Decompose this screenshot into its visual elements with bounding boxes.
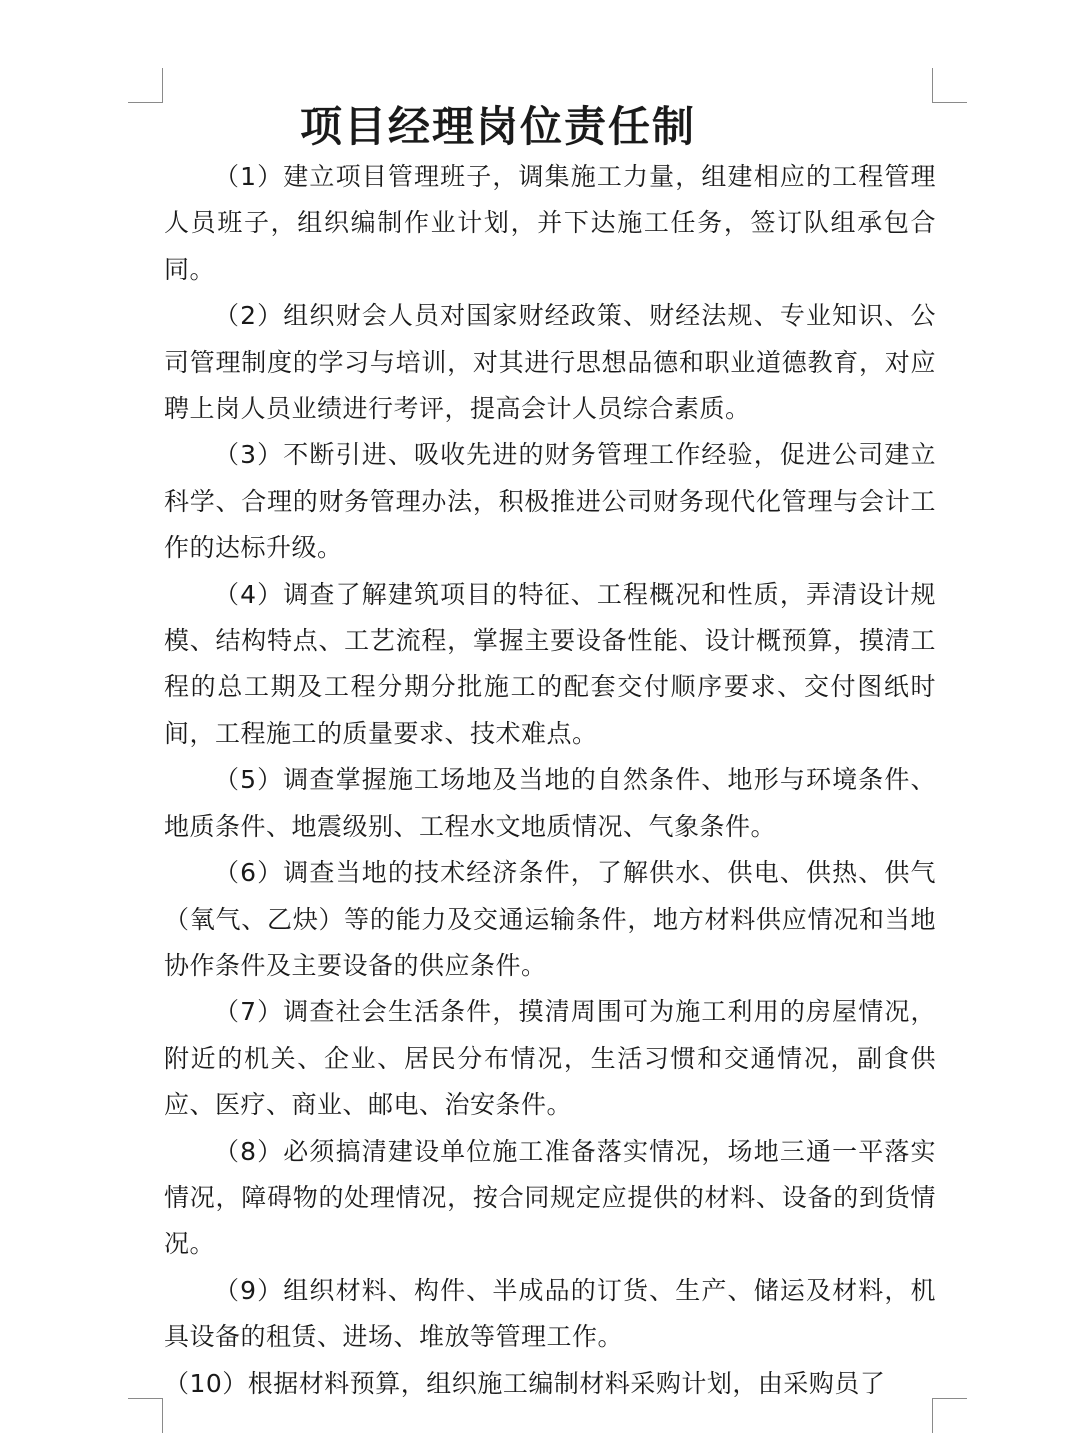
paragraph-9: （9）组织材料、构件、半成品的订货、生产、储运及材料，机具设备的租赁、进场、堆放等管理工作。: [164, 1275, 936, 1352]
paragraph-10: （10）根据材料预算，组织施工编制材料采购计划，由采购员了: [164, 1368, 886, 1398]
paragraph-1: （1）建立项目管理班子，调集施工力量，组建相应的工程管理人员班子，组织编制作业计划，并下达施工任务，签订队组承包合同。: [164, 162, 936, 284]
paragraph-8: （8）必须搞清建设单位施工准备落实情况，场地三通一平落实情况，障碍物的处理情况，按合同规定应提供的材料、设备的到货情况。: [164, 1136, 936, 1259]
paragraph-7: （7）调查社会生活条件，摸清周围可为施工利用的房屋情况，附近的机关、企业、居民分布情况，生活习惯和交通情况，副食供应、医疗、商业、邮电、治安条件。: [164, 997, 936, 1120]
document-title: 项目经理岗位责任制: [299, 102, 696, 151]
paragraph-5: （5）调查掌握施工场地及当地的自然条件、地形与环境条件、地质条件、地震级别、工程水文地质情况、气象条件。: [164, 765, 936, 841]
paragraph-6: （6）调查当地的技术经济条件，了解供水、供电、供热、供气（氧气、乙炔）等的能力及交通运输条件，地方材料供应情况和当地协作条件及主要设备的供应条件。: [164, 858, 936, 980]
document-body: [164, 154, 936, 1407]
paragraph-2: （2）组织财会人员对国家财经政策、财经法规、专业知识、公司管理制度的学习与培训，对其进行思想品德和职业道德教育，对应聘上岗人员业绩进行考评，提高会计人员综合素质。: [164, 301, 936, 424]
crop-mark-bottom-left: [128, 1398, 163, 1433]
paragraph-3: （3）不断引进、吸收先进的财务管理工作经验，促进公司建立科学、合理的财务管理办法，积极推进公司财务现代化管理与会计工作的达标升级。: [164, 440, 936, 563]
paragraph-4: （4）调查了解建筑项目的特征、工程概况和性质，弄清设计规模、结构特点、工艺流程，掌握主要设备性能、设计概预算，摸清工程的总工期及工程分期分批施工的配套交付顺序要求、交付图纸时间，工程施工的质量要求、技术难点。: [164, 579, 936, 748]
crop-mark-bottom-right: [932, 1398, 967, 1433]
